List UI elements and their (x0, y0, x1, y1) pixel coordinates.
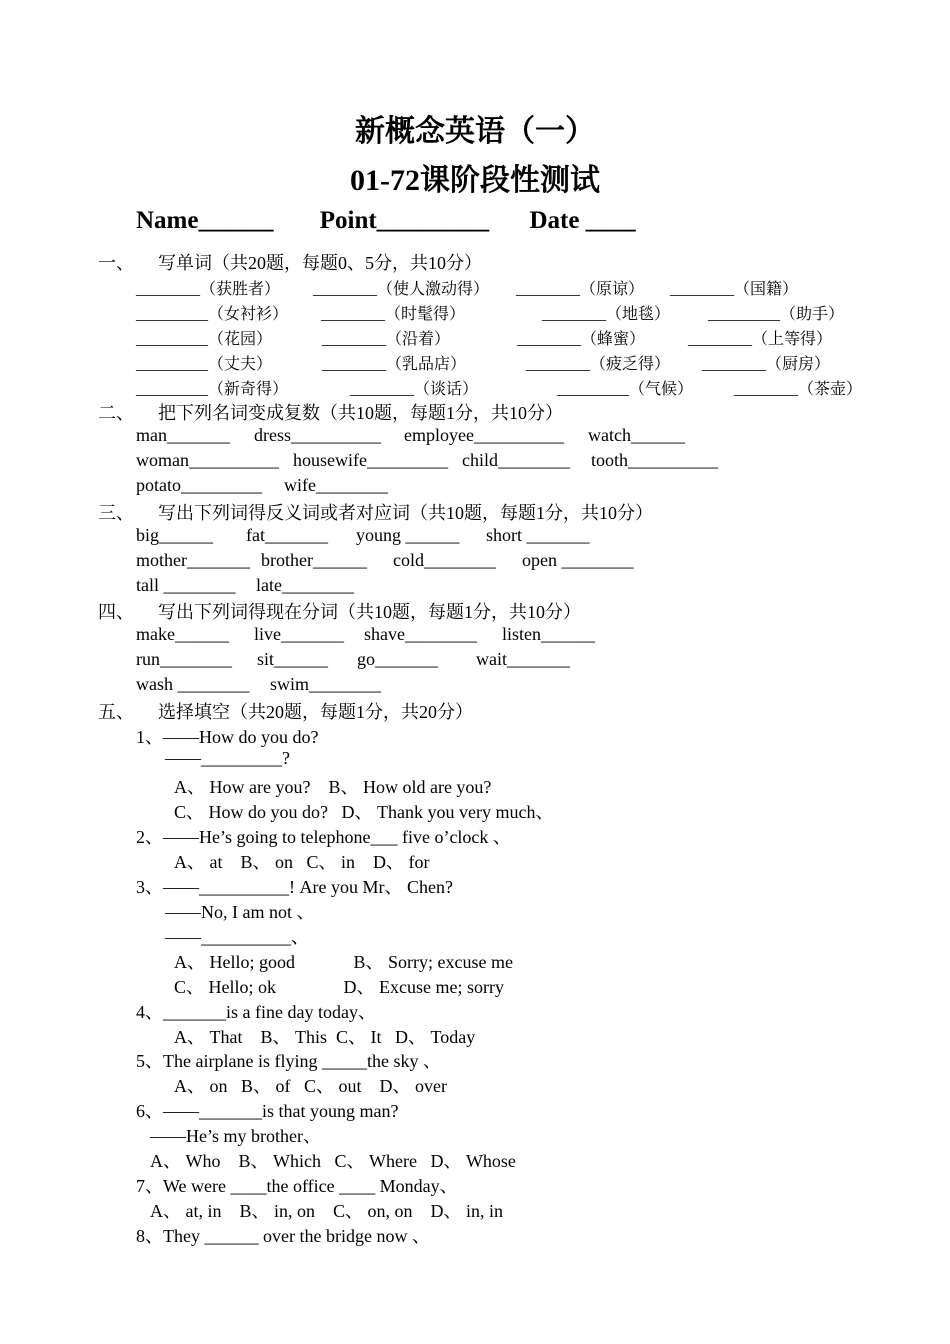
question-5-options: A、 on B、 of C、 out D、 over (174, 1076, 447, 1096)
participle-item: live_______ (254, 624, 344, 644)
plural-item: potato_________ (136, 475, 262, 495)
vocab-item: _________（助手） (708, 306, 845, 323)
vocab-item: _________（女衬衫） (136, 306, 289, 323)
vocab-item: ________（乳品店） (322, 356, 467, 373)
participle-item: make______ (136, 624, 229, 644)
section-number: 五、 (98, 702, 134, 722)
antonym-item: mother_______ (136, 550, 250, 570)
question-1-options-cd: C、 How do you do? D、 Thank you very much、 (174, 802, 554, 822)
antonym-item: cold________ (393, 550, 496, 570)
participle-item: listen______ (502, 624, 595, 644)
question-5-stem: 5、The airplane is flying _____the sky 、 (136, 1051, 441, 1071)
antonym-item: young ______ (356, 525, 460, 545)
question-6-stem: 6、——_______is that young man? (136, 1101, 399, 1121)
plural-item: employee__________ (404, 425, 564, 445)
antonym-item: fat_______ (246, 525, 328, 545)
vocab-item: _________（气候） (557, 381, 694, 398)
plural-item: woman__________ (136, 450, 279, 470)
question-6-dialog: ——He’s my brother、 (150, 1126, 321, 1146)
name-field-label: Name______ (136, 207, 274, 234)
vocab-item: _________（新奇得） (136, 381, 289, 398)
vocab-item: ________（获胜者） (136, 281, 281, 298)
question-8-stem: 8、They ______ over the bridge now 、 (136, 1226, 430, 1246)
vocab-item: ________（使人激动得） (313, 281, 490, 298)
question-7-stem: 7、We were ____the office ____ Monday、 (136, 1176, 458, 1196)
question-7-options: A、 at, in B、 in, on C、 on, on D、 in, in (150, 1201, 504, 1221)
question-1-stem: 1、——How do you do? (136, 727, 319, 747)
title-line1: 新概念英语（一） (355, 115, 595, 148)
vocab-item: ________（时髦得） (321, 306, 466, 323)
question-6-options: A、 Who B、 Which C、 Where D、 Whose (150, 1151, 516, 1171)
vocab-item: ________（原谅） (516, 281, 645, 298)
plural-item: watch______ (588, 425, 685, 445)
participle-item: run________ (136, 649, 232, 669)
question-3-options-ab: A、 Hello; good B、 Sorry; excuse me (174, 952, 513, 972)
question-4-stem: 4、_______is a fine day today、 (136, 1002, 376, 1022)
question-3-options-cd: C、 Hello; ok D、 Excuse me; sorry (174, 977, 504, 997)
point-field-label: Point_________ (319, 207, 490, 234)
vocab-item: ________（上等得） (688, 331, 833, 348)
plural-item: child________ (462, 450, 570, 470)
question-1-reply: ——_________? (165, 748, 290, 768)
participle-item: shave________ (364, 624, 477, 644)
plural-item: wife________ (284, 475, 388, 495)
section-1-heading (98, 249, 482, 275)
participle-item: wait_______ (476, 649, 570, 669)
plural-item: man_______ (136, 425, 230, 445)
participle-item: sit______ (257, 649, 329, 669)
title-line2: 01-72课阶段性测试 (350, 164, 600, 197)
section-number: 一、 (98, 253, 134, 273)
participle-item: wash ________ (136, 674, 250, 694)
question-3-dialog: ——__________、 (165, 927, 309, 947)
section-5-heading (98, 698, 473, 724)
plural-item: dress__________ (254, 425, 381, 445)
plural-item: housewife_________ (293, 450, 448, 470)
participle-item: swim________ (270, 674, 382, 694)
section-instruction: 写出下列词得反义词或者对应词（共10题，每题1分，共10分） (158, 503, 653, 523)
vocab-item: ________（厨房） (702, 356, 831, 373)
section-instruction: 写出下列词得现在分词（共10题，每题1分，共10分） (158, 602, 581, 622)
antonym-item: tall ________ (136, 575, 236, 595)
vocab-item: ________（疲乏得） (526, 356, 671, 373)
antonym-item: brother______ (261, 550, 367, 570)
question-3-dialog: ——No, I am not 、 (165, 902, 315, 922)
student-header (136, 207, 636, 235)
antonym-item: open ________ (522, 550, 634, 570)
antonym-item: big______ (136, 525, 214, 545)
section-number: 二、 (98, 403, 134, 423)
question-4-options: A、 That B、 This C、 It D、 Today (174, 1027, 476, 1047)
section-number: 三、 (98, 503, 134, 523)
date-field-label: Date ____ (529, 207, 636, 234)
plural-item: tooth__________ (591, 450, 719, 470)
vocab-item: ________（国籍） (670, 281, 799, 298)
vocab-item: _________（丈夫） (136, 356, 273, 373)
participle-item: go_______ (357, 649, 438, 669)
vocab-item: ________（茶壶） (734, 381, 863, 398)
vocab-item: ________（蜂蜜） (517, 331, 646, 348)
antonym-item: late________ (256, 575, 354, 595)
vocab-item: ________（谈话） (350, 381, 479, 398)
question-3-stem: 3、——__________! Are you Mr、 Chen? (136, 877, 453, 897)
section-instruction: 写单词（共20题，每题0、5分，共10分） (158, 253, 482, 273)
section-instruction: 选择填空（共20题，每题1分，共20分） (158, 702, 473, 722)
question-1-options-ab: A、 How are you? B、 How old are you? (174, 777, 492, 797)
section-3-heading (98, 499, 653, 525)
vocab-item: _________（花园） (136, 331, 273, 348)
vocab-item: ________（地毯） (542, 306, 671, 323)
question-2-options: A、 at B、 on C、 in D、 for (174, 852, 430, 872)
vocab-item: ________（沿着） (322, 331, 451, 348)
section-instruction: 把下列名词变成复数（共10题，每题1分，共10分） (158, 403, 563, 423)
question-2-stem: 2、——He’s going to telephone___ five o’clock 、 (136, 827, 511, 847)
section-4-heading (98, 598, 581, 624)
section-number: 四、 (98, 602, 134, 622)
antonym-item: short _______ (486, 525, 590, 545)
section-2-heading (98, 399, 563, 425)
